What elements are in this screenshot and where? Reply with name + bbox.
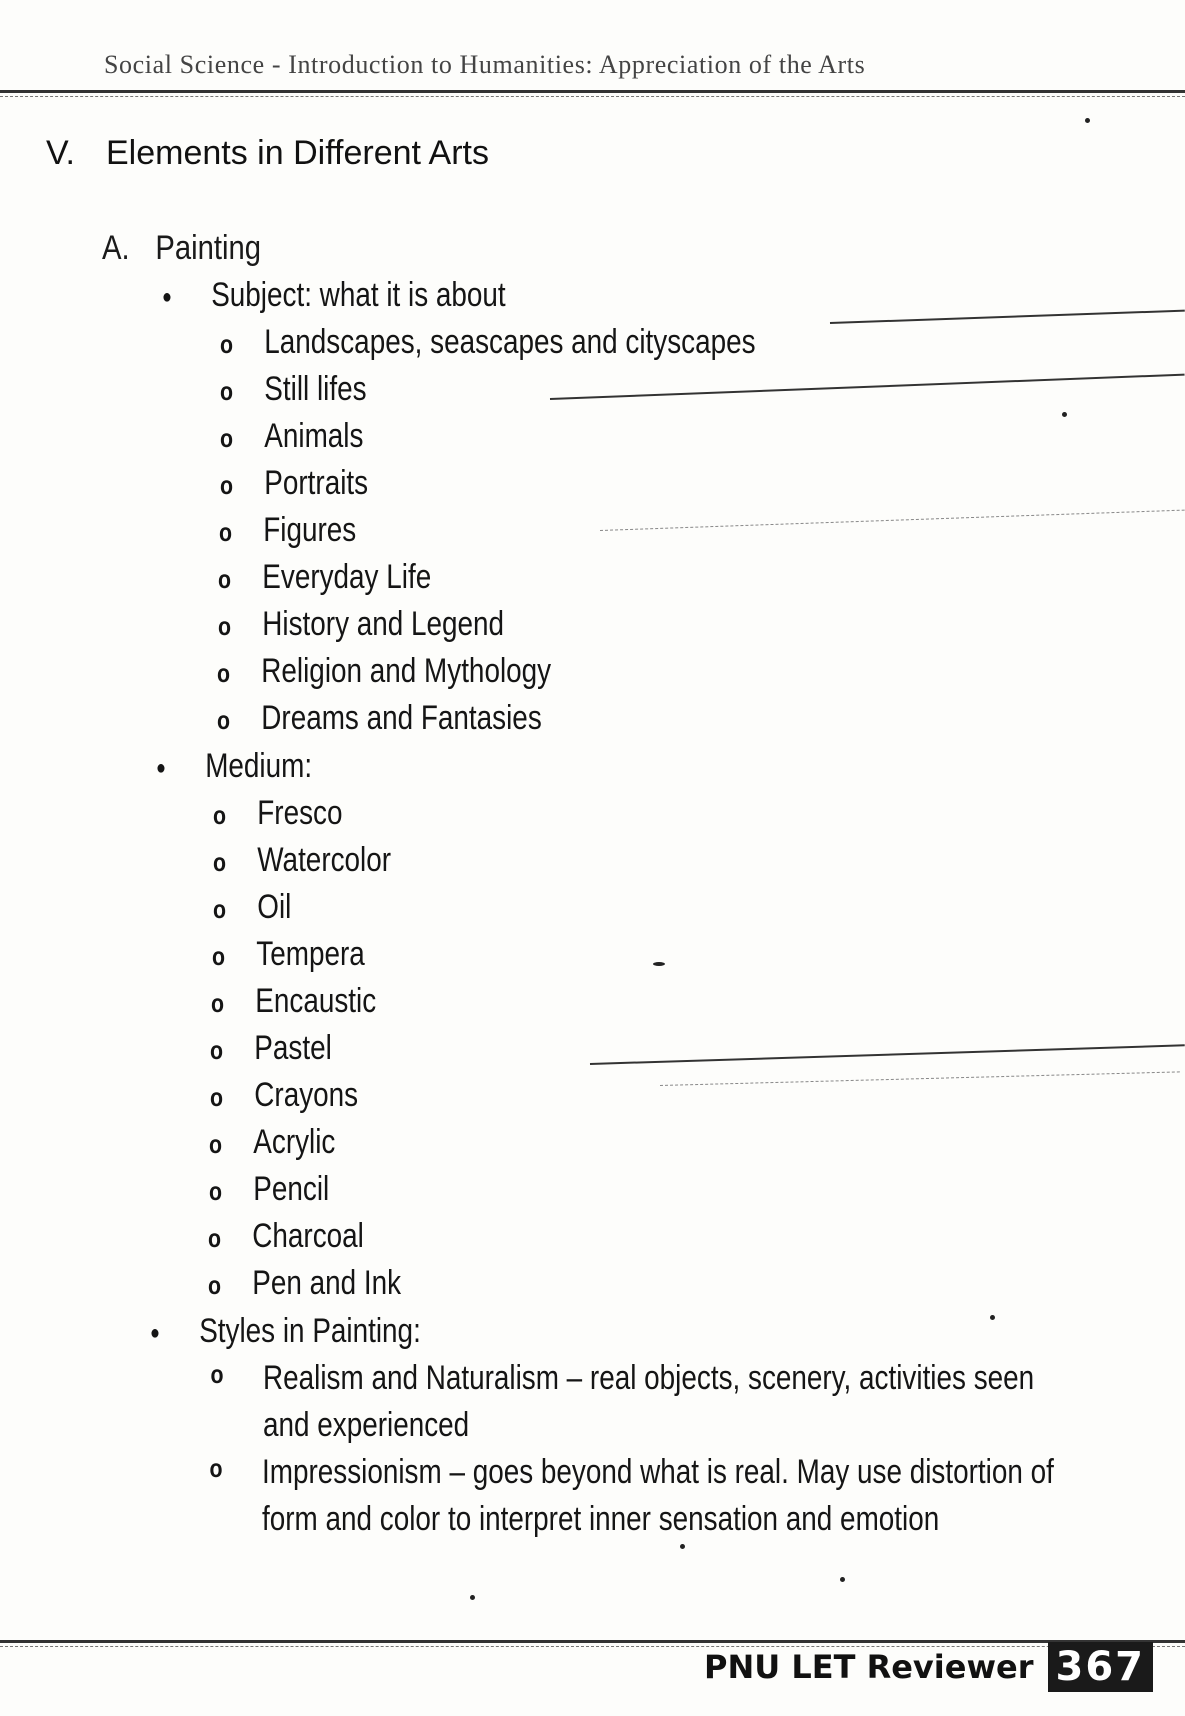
group-label: Subject: what it is about [211, 276, 506, 314]
list-item: o Pastel [210, 1029, 332, 1067]
hollow-bullet-icon: o [209, 1453, 223, 1483]
list-item: o Pen and Ink [208, 1264, 402, 1302]
hollow-bullet-icon: o [213, 893, 227, 924]
list-item: o Dreams and Fantasies [217, 699, 542, 737]
list-item: o Religion and Mythology [217, 652, 552, 690]
bullet-medium [156, 747, 312, 786]
list-item: o Everyday Life [218, 558, 432, 596]
section-number: V. [46, 134, 76, 172]
list-item: o Fresco [213, 794, 343, 832]
scan-mark [660, 1071, 1180, 1086]
list-item: o Crayons [210, 1076, 359, 1114]
hollow-bullet-icon: o [209, 1175, 223, 1206]
style-item-impressionism: o Impressionism – goes beyond what is real. May use distortion of form and color to interpret inner sensation and emotion [209, 1453, 1054, 1538]
hollow-bullet-icon: o [208, 1222, 222, 1253]
scan-mark [830, 310, 1185, 324]
scan-speck [1062, 412, 1067, 417]
hollow-bullet-icon: o [213, 846, 227, 877]
hollow-bullet-icon: o [220, 375, 234, 406]
list-item: o Charcoal [208, 1217, 364, 1255]
list-item: o Animals [220, 417, 364, 455]
hollow-bullet-icon: o [220, 469, 234, 500]
subsection-title: Painting [155, 229, 261, 267]
list-item: o Acrylic [209, 1123, 336, 1161]
list-item: o Still lifes [220, 370, 367, 408]
publication-name: PNU LET Reviewer [704, 1648, 1034, 1686]
group-label: Styles in Painting: [199, 1312, 421, 1350]
hollow-bullet-icon: o [218, 610, 232, 641]
scan-speck [680, 1544, 685, 1549]
hollow-bullet-icon: o [219, 516, 233, 547]
scan-mark [550, 374, 1185, 400]
section-heading [46, 134, 489, 173]
page-number: 367 [1048, 1642, 1154, 1692]
scan-mark [600, 510, 1185, 531]
section-title: Elements in Different Arts [106, 134, 489, 172]
header-rule [0, 90, 1185, 93]
hollow-bullet-icon: o [210, 1359, 224, 1389]
hollow-bullet-icon: o [212, 940, 226, 971]
hollow-bullet-icon: o [210, 1081, 224, 1112]
hollow-bullet-icon: o [213, 799, 227, 830]
bullet-dot-icon: ● [150, 1321, 160, 1344]
running-header: Social Science - Introduction to Humanities: Appreciation of the Arts [104, 50, 866, 79]
list-item: o Watercolor [213, 841, 392, 879]
list-item: o Portraits [220, 464, 369, 502]
list-item: o History and Legend [218, 605, 505, 643]
hollow-bullet-icon: o [218, 563, 232, 594]
hollow-bullet-icon: o [211, 987, 225, 1018]
scan-speck [470, 1595, 475, 1600]
hollow-bullet-icon: o [217, 657, 231, 688]
subsection-heading [102, 229, 261, 268]
hollow-bullet-icon: o [220, 328, 234, 359]
hollow-bullet-icon: o [220, 422, 234, 453]
bullet-styles [150, 1312, 421, 1351]
style-item-realism: o Realism and Naturalism – real objects, scenery, activities seen and experienced [210, 1359, 1035, 1444]
subsection-letter: A. [102, 229, 130, 267]
bullet-dot-icon: ● [162, 285, 172, 308]
scan-speck [653, 962, 665, 966]
scan-speck [1085, 118, 1090, 123]
page-footer [704, 1642, 1153, 1692]
hollow-bullet-icon: o [210, 1034, 224, 1065]
hollow-bullet-icon: o [217, 704, 231, 735]
scan-speck [990, 1315, 995, 1320]
hollow-bullet-icon: o [209, 1128, 223, 1159]
list-item: o Encaustic [211, 982, 377, 1020]
list-item: o Pencil [209, 1170, 330, 1208]
list-item: o Oil [213, 888, 292, 926]
header-rule-secondary [0, 96, 1185, 97]
scan-speck [840, 1577, 845, 1582]
list-item: o Figures [219, 511, 357, 549]
group-label: Medium: [205, 747, 313, 785]
scan-mark [590, 1044, 1185, 1065]
bullet-dot-icon: ● [156, 756, 166, 779]
list-item: o Landscapes, seascapes and cityscapes [220, 323, 756, 361]
list-item: o Tempera [212, 935, 365, 973]
hollow-bullet-icon: o [208, 1269, 222, 1300]
bullet-subject [162, 276, 506, 315]
